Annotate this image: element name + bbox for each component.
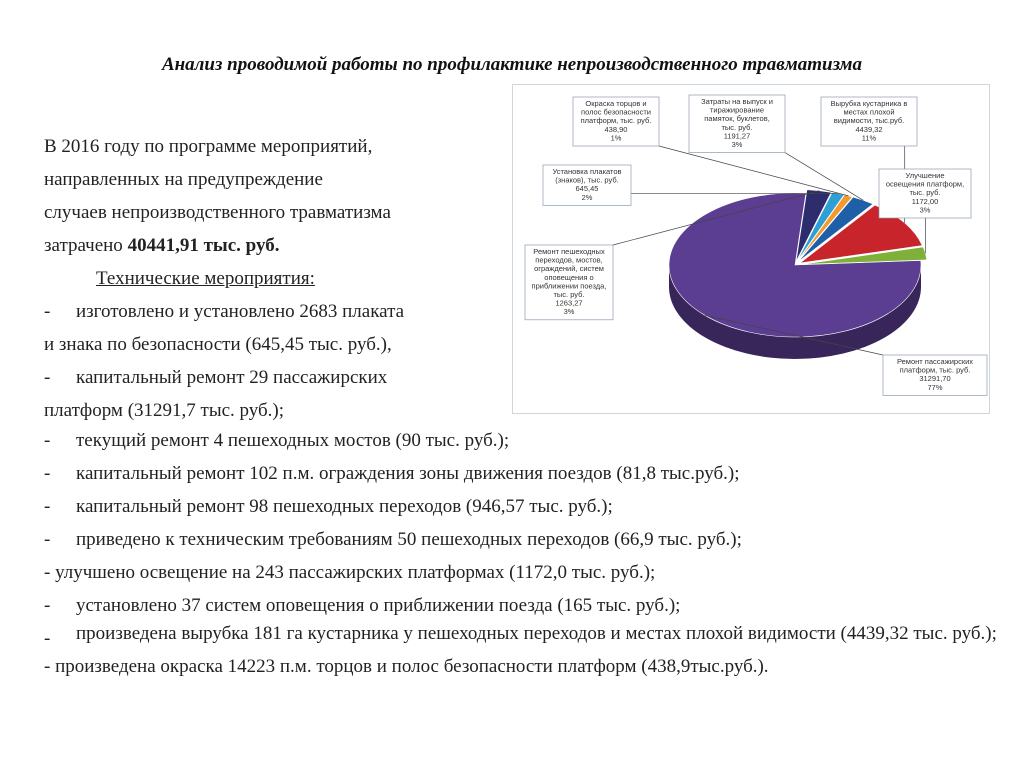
expense-pie-chart xyxy=(512,84,990,414)
intro-text xyxy=(44,130,404,427)
total-amount: 40441,91 тыс. руб. xyxy=(127,235,280,256)
label-text: местах плохой xyxy=(843,107,895,117)
bullet-dash: - xyxy=(44,430,51,451)
label-text: (знаков), тыс. руб. xyxy=(555,175,619,185)
intro-line: случаев непроизводственного травматизма xyxy=(44,202,391,223)
list-item-text: текущий ремонт 4 пешеходных мостов (90 тыс. руб.); xyxy=(76,430,510,451)
label-text: тиражирование xyxy=(709,105,765,115)
list-item-text: капитальный ремонт 29 пассажирских xyxy=(76,367,388,388)
label-text: 438,90 xyxy=(604,124,628,134)
label-text: ограждений, систем xyxy=(534,264,604,274)
label-text: Вырубка кустарника в xyxy=(830,99,908,108)
list-item xyxy=(44,361,404,394)
list-item-text: изготовлено и установлено 2683 плаката xyxy=(76,301,405,322)
list-item-text: - улучшено освещение на 243 пассажирских платформах (1172,0 тыс. руб.); xyxy=(44,562,656,583)
label-text: Окраска торцов и xyxy=(585,99,647,108)
bullet-dash: - xyxy=(44,496,51,517)
intro-line: В 2016 году по программе мероприятий, xyxy=(44,136,373,157)
tech-heading: Технические мероприятия: xyxy=(96,268,315,289)
bullet-dash: - xyxy=(44,463,51,484)
label-text: 3% xyxy=(563,307,575,317)
label-text: платформ, тыс. руб. xyxy=(580,116,652,126)
label-text: тыс. руб. xyxy=(909,188,941,198)
list-item-text: приведено к техническим требованиям 50 пешеходных переходов (66,9 тыс. руб.); xyxy=(76,529,742,550)
label-text: 4439,32 xyxy=(855,124,883,134)
label-text: освещения платформ, xyxy=(885,179,965,189)
label-text: 11% xyxy=(861,133,877,143)
label-text: 1263,27 xyxy=(555,298,583,308)
label-text: Улучшение xyxy=(905,171,945,180)
bullet-dash: - xyxy=(44,529,51,550)
list-item xyxy=(44,295,404,328)
page-title: Анализ проводимой работы по профилактике непроизводственного травматизма xyxy=(161,54,863,75)
label-text: Установка плакатов xyxy=(552,167,622,176)
list-item xyxy=(44,490,1004,523)
label-text: приближении поезда, xyxy=(531,281,607,291)
pie-chart-svg xyxy=(513,85,989,413)
label-text: 645,45 xyxy=(575,184,599,194)
label-text: оповещения о xyxy=(544,272,594,282)
list-item xyxy=(44,622,1004,655)
list-item-text: установлено 37 систем оповещения о приближении поезда (165 тыс. руб.); xyxy=(76,595,681,616)
intro-line: направленных на предупреждение xyxy=(44,169,323,190)
list-item xyxy=(44,556,1004,589)
label-text: памяток, буклетов, xyxy=(704,114,770,124)
label-text: тыс. руб. xyxy=(721,122,753,132)
bullet-dash: - xyxy=(44,628,51,649)
label-text: 2% xyxy=(581,192,593,202)
list-item: - произведена окраска 14223 п.м. торцов и полос безопасности платформ (438,9тыс.руб.). xyxy=(44,656,769,677)
list-item-continuation: и знака по безопасности (645,45 тыс. руб.), xyxy=(44,334,392,355)
list-item xyxy=(44,589,1004,622)
label-text: 1172,00 xyxy=(911,196,939,206)
label-text: Ремонт пассажирских xyxy=(896,357,974,366)
label-text: 3% xyxy=(731,140,743,149)
measures-list xyxy=(44,424,1004,679)
label-text: Затраты на выпуск и xyxy=(701,97,773,106)
label-text: 77% xyxy=(927,382,943,392)
list-item xyxy=(44,457,1004,490)
intro-total-line xyxy=(44,229,404,262)
label-text: полос безопасности xyxy=(581,107,651,117)
list-item-text: произведена вырубка 181 га кустарника у пешеходных переходов и местах плохой видимости (4439,32 тыс. руб.); xyxy=(76,623,997,644)
list-item-text: капитальный ремонт 98 пешеходных переходов (946,57 тыс. руб.); xyxy=(76,496,613,517)
label-text: видимости, тыс.руб. xyxy=(833,116,905,126)
label-text: 31291,70 xyxy=(919,374,951,384)
list-item-continuation: платформ (31291,7 тыс. руб.); xyxy=(44,400,285,421)
label-text: 3% xyxy=(919,205,931,215)
label-text: 1% xyxy=(610,133,622,143)
leader-line xyxy=(659,146,848,196)
label-text: 1191,27 xyxy=(723,131,751,141)
label-text: переходов, мостов, xyxy=(535,255,603,265)
label-text: платформ, тыс. руб. xyxy=(899,365,971,375)
intro-total-prefix: затрачено xyxy=(44,235,128,256)
label-text: Ремонт пешеходных xyxy=(533,247,605,256)
list-item xyxy=(44,523,1004,556)
list-item-text: капитальный ремонт 102 п.м. ограждения зоны движения поездов (81,8 тыс.руб.); xyxy=(76,463,740,484)
label-text: тыс. руб. xyxy=(553,290,585,299)
list-item xyxy=(44,424,1004,457)
bullet-dash: - xyxy=(44,367,51,388)
tech-heading-line xyxy=(44,262,404,295)
bullet-dash: - xyxy=(44,595,51,616)
bullet-dash: - xyxy=(44,301,51,322)
